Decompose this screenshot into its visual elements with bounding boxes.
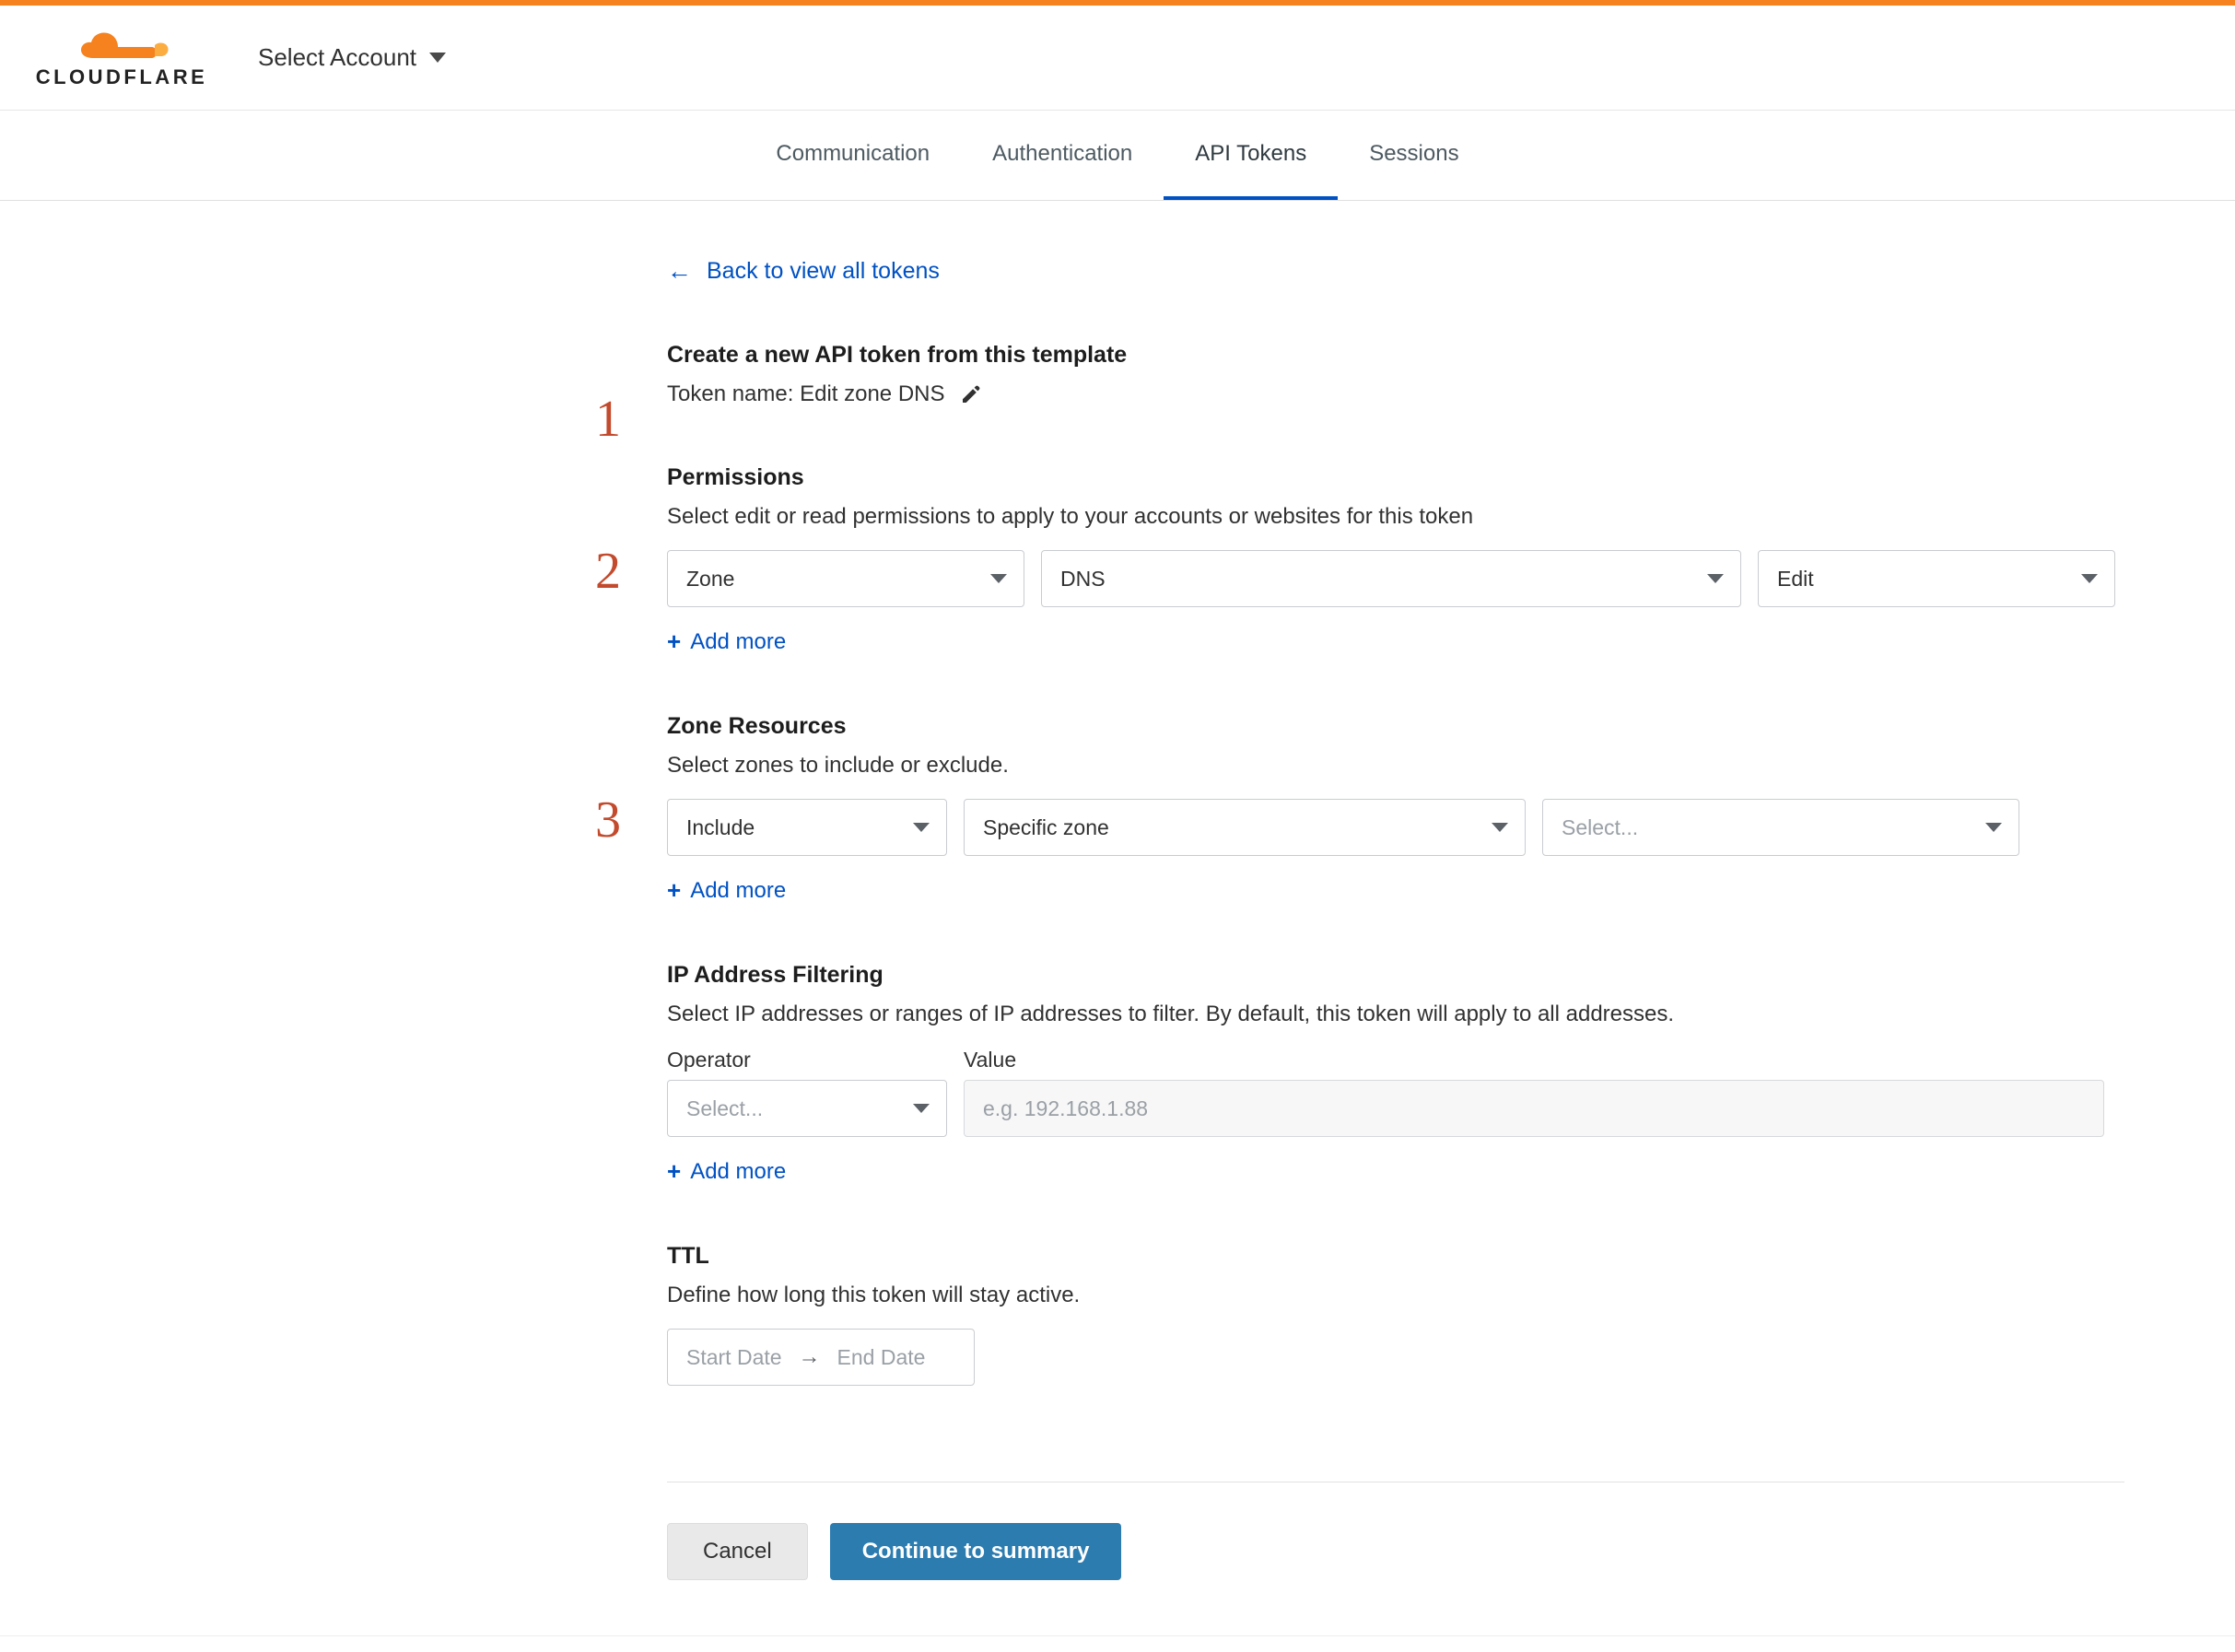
chevron-down-icon — [1985, 823, 2002, 832]
ttl-end-date: End Date — [837, 1344, 926, 1369]
tab-sessions[interactable] — [1338, 111, 1490, 200]
ip-filtering-title: IP Address Filtering — [667, 962, 883, 988]
zone-resources-section — [595, 713, 2124, 905]
tab-authentication[interactable] — [961, 111, 1164, 200]
plus-icon: + — [667, 627, 682, 655]
plus-icon: + — [667, 1157, 682, 1185]
plus-icon: + — [667, 876, 682, 904]
zone-resources-title: Zone Resources — [667, 713, 847, 739]
permissions-row — [667, 550, 2124, 607]
ip-value-label: Value — [964, 1048, 1017, 1072]
permissions-description: Select edit or read permissions to apply to your accounts or websites for this token — [667, 504, 1474, 529]
permissions-title: Permissions — [667, 464, 804, 490]
chevron-down-icon — [2081, 574, 2098, 583]
permissions-add-more-button[interactable] — [667, 627, 786, 656]
ip-operator-value: Select... — [686, 1095, 764, 1120]
ip-filtering-section — [667, 962, 2124, 1186]
zone-scope-select[interactable] — [964, 799, 1526, 856]
chevron-down-icon — [913, 1104, 930, 1113]
ip-filtering-add-more-label: Add more — [690, 1158, 787, 1184]
page-content — [0, 201, 2235, 1635]
back-to-tokens-label: Back to view all tokens — [707, 258, 940, 284]
tab-api-tokens[interactable] — [1164, 111, 1338, 200]
permission-resource-value: DNS — [1060, 566, 1106, 591]
tab-authentication-label: Authentication — [992, 140, 1133, 166]
create-token-title: Create a new API token from this template — [667, 342, 1128, 368]
app-header — [0, 6, 2235, 111]
ttl-start-date: Start Date — [686, 1344, 782, 1369]
cloudflare-cloud-icon — [66, 27, 177, 64]
tab-api-tokens-label: API Tokens — [1195, 140, 1307, 166]
chevron-down-icon — [1707, 574, 1724, 583]
zone-resources-row — [667, 799, 2124, 856]
ip-filtering-add-more-button[interactable] — [667, 1157, 786, 1186]
cloudflare-wordmark: CLOUDFLARE — [35, 64, 208, 88]
permissions-add-more-label: Add more — [690, 628, 787, 654]
permission-level-select[interactable] — [1758, 550, 2115, 607]
tab-communication[interactable] — [744, 111, 961, 200]
account-selector[interactable] — [258, 43, 446, 72]
zone-scope-value: Specific zone — [983, 814, 1109, 839]
zone-resources-description: Select zones to include or exclude. — [667, 753, 1009, 778]
continue-to-summary-button[interactable]: Continue to summary — [830, 1523, 1122, 1580]
step-number-3: 3 — [595, 791, 621, 849]
zone-name-select[interactable] — [1542, 799, 2019, 856]
token-name-row — [667, 381, 2124, 407]
ttl-title: TTL — [667, 1243, 709, 1269]
zone-resources-add-more-button[interactable] — [667, 876, 786, 905]
token-name-value: Token name: Edit zone DNS — [667, 381, 945, 406]
pencil-icon[interactable] — [960, 383, 982, 405]
account-selector-label: Select Account — [258, 43, 416, 71]
ttl-date-range-picker[interactable] — [667, 1329, 975, 1386]
ttl-section — [667, 1243, 2124, 1386]
chevron-down-icon — [429, 53, 446, 63]
ip-filtering-description: Select IP addresses or ranges of IP addresses to filter. By default, this token will apply to all addresses. — [667, 1002, 1675, 1026]
cloudflare-logo — [31, 27, 212, 89]
arrow-left-icon: ← — [667, 257, 692, 285]
step-number-1: 1 — [595, 391, 621, 448]
permission-group-select[interactable] — [667, 550, 1024, 607]
ip-value-input[interactable]: e.g. 192.168.1.88 — [964, 1080, 2104, 1137]
chevron-down-icon — [913, 823, 930, 832]
arrow-right-icon: → — [798, 1344, 821, 1369]
zone-name-value: Select... — [1562, 814, 1639, 839]
ip-value-field — [964, 1048, 2104, 1137]
permission-group-value: Zone — [686, 566, 735, 591]
ip-operator-select[interactable] — [667, 1080, 947, 1137]
form-actions — [667, 1523, 2124, 1635]
page-bottom-bar — [0, 1635, 2235, 1652]
zone-inclusion-value: Include — [686, 814, 755, 839]
tab-sessions-label: Sessions — [1369, 140, 1459, 166]
step-number-2: 2 — [595, 543, 621, 600]
cancel-button[interactable]: Cancel — [667, 1523, 808, 1580]
settings-tabs — [0, 111, 2235, 201]
chevron-down-icon — [1492, 823, 1508, 832]
tab-communication-label: Communication — [776, 140, 930, 166]
permission-level-value: Edit — [1777, 566, 1814, 591]
back-to-tokens-link[interactable] — [667, 258, 940, 285]
zone-resources-add-more-label: Add more — [690, 877, 787, 903]
create-token-section — [595, 342, 2124, 448]
zone-inclusion-select[interactable] — [667, 799, 947, 856]
ip-filtering-row — [667, 1048, 2124, 1137]
ip-operator-field — [667, 1048, 947, 1137]
ttl-description: Define how long this token will stay active. — [667, 1283, 1081, 1307]
permission-resource-select[interactable] — [1041, 550, 1741, 607]
chevron-down-icon — [990, 574, 1007, 583]
ip-operator-label: Operator — [667, 1048, 751, 1072]
permissions-section — [595, 464, 2124, 656]
